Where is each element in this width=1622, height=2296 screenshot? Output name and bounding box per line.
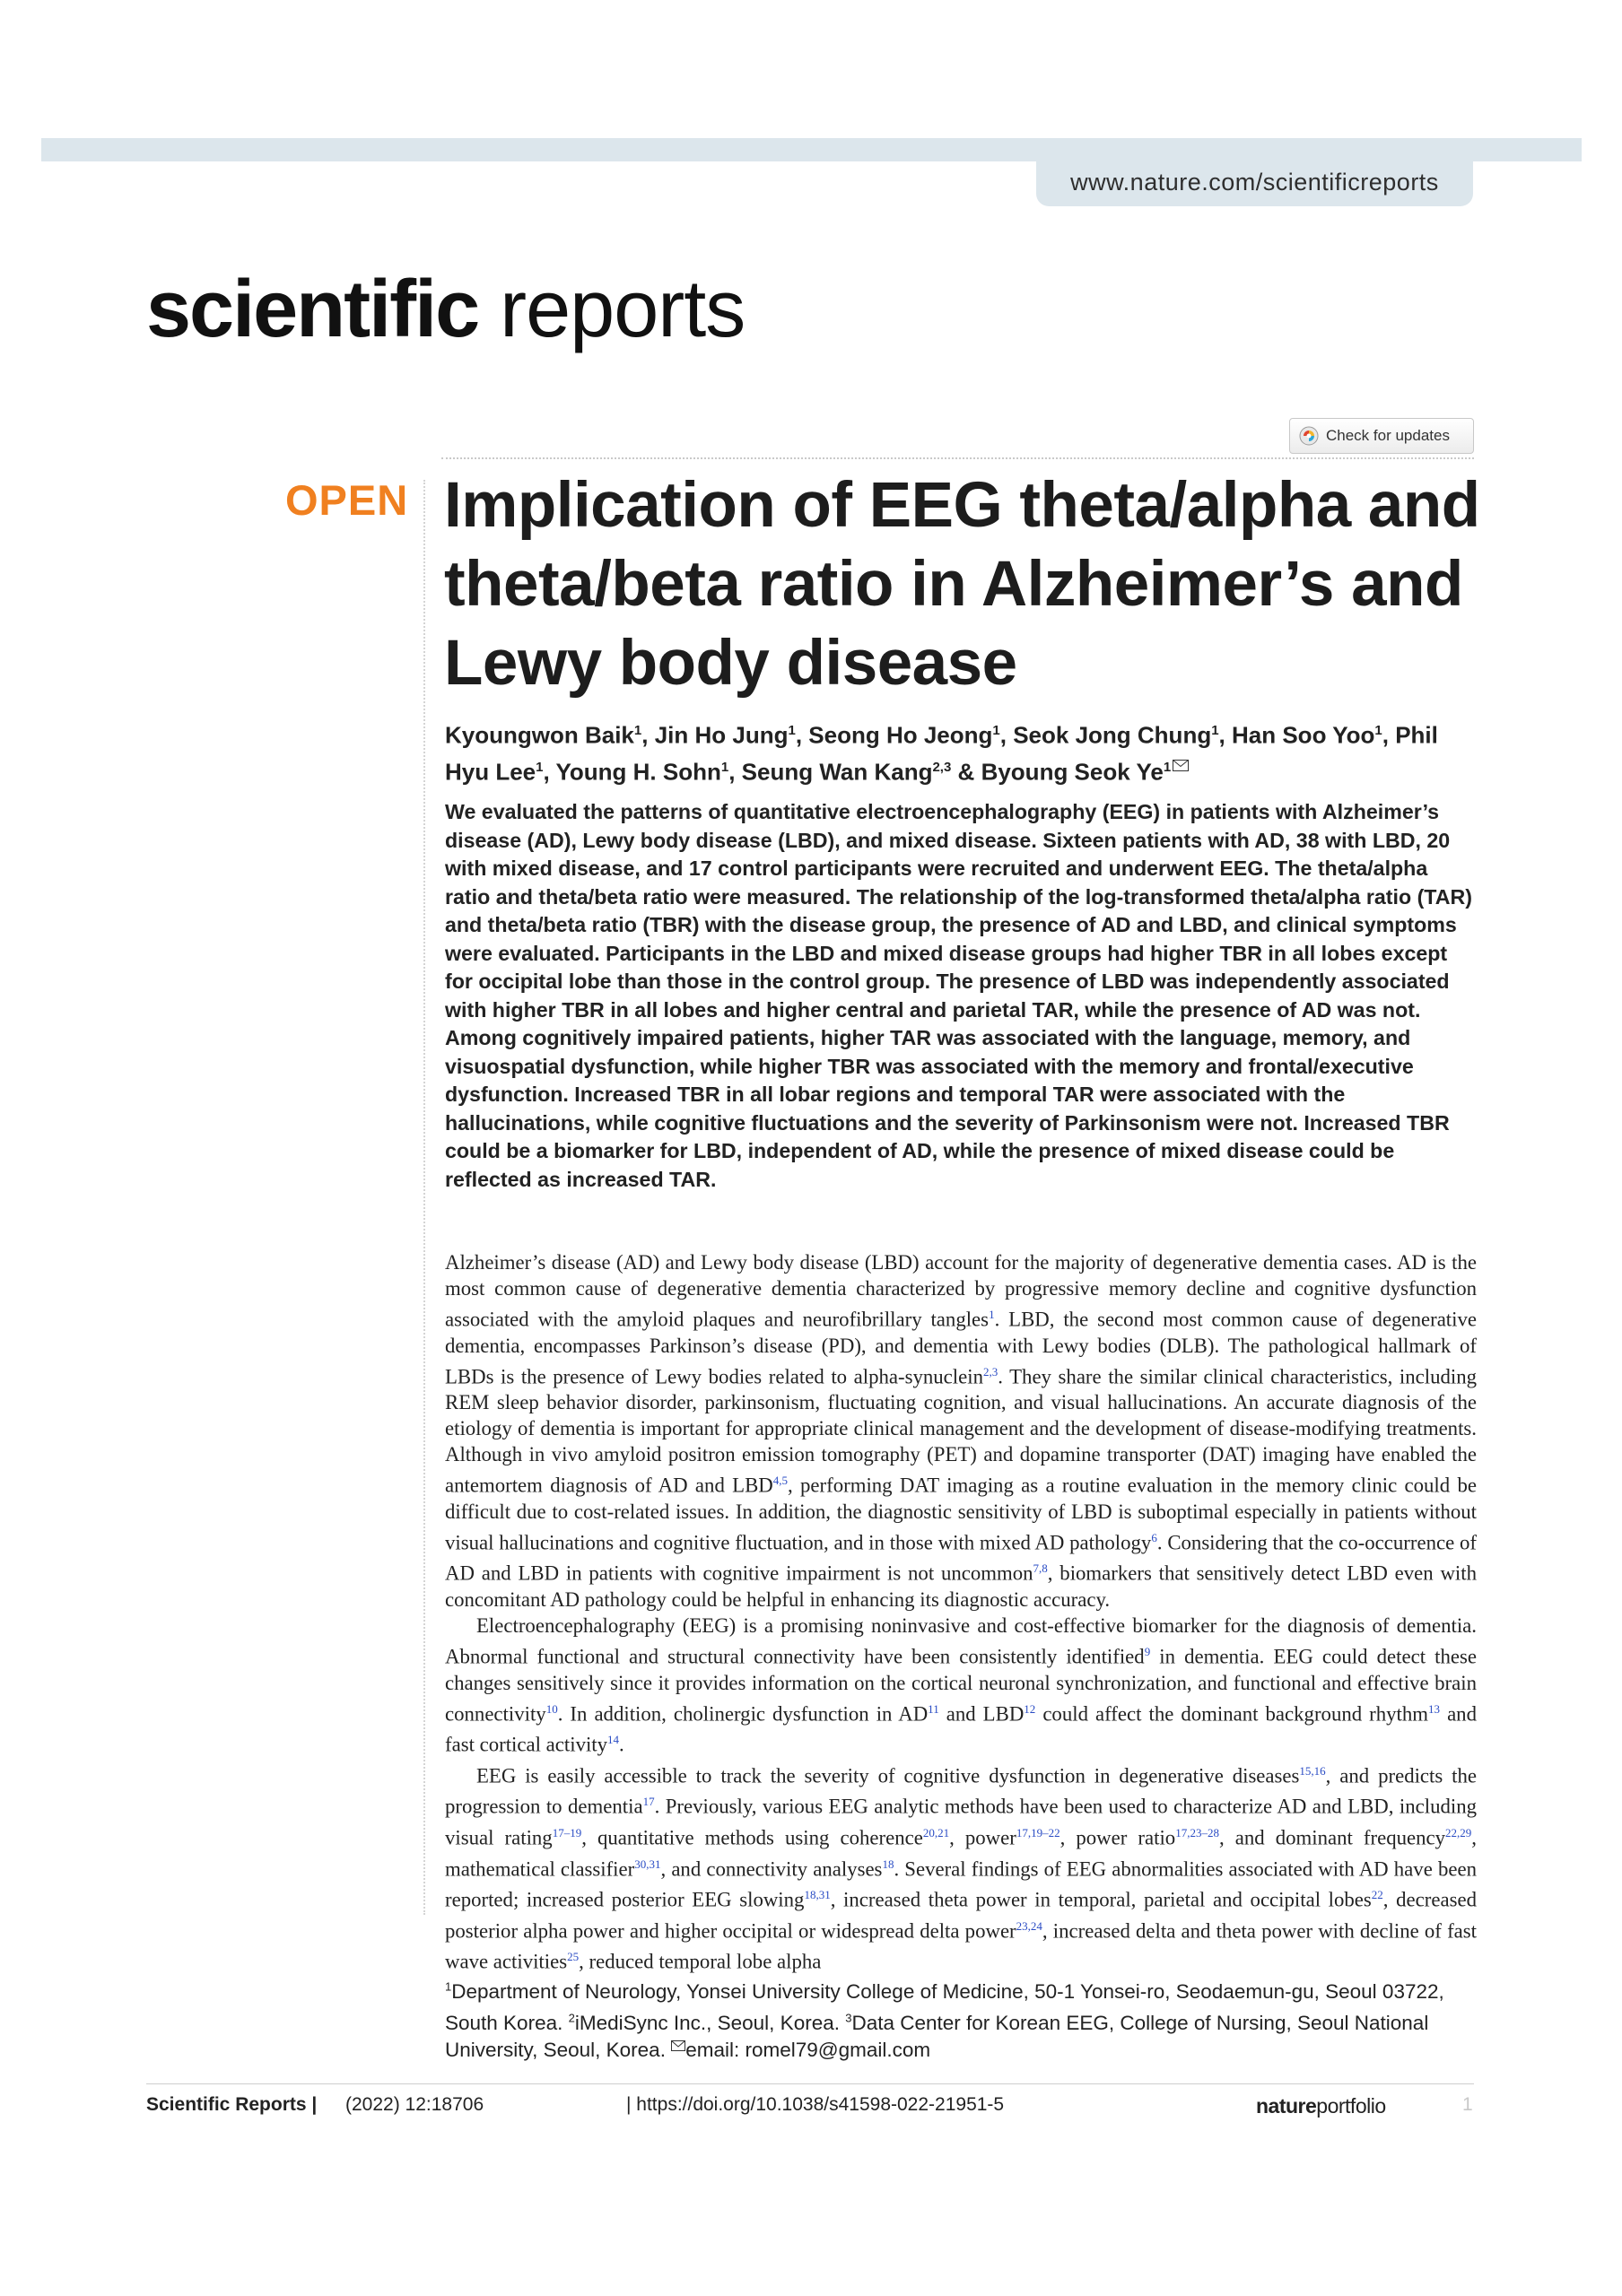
- citation-link[interactable]: 20,21: [922, 1825, 950, 1839]
- author-affiliation-mark: 1: [720, 759, 729, 775]
- citation-link[interactable]: 30,31: [634, 1857, 661, 1871]
- author-name[interactable]: Seung Wan Kang: [741, 758, 933, 786]
- citation-link[interactable]: 22: [1371, 1888, 1383, 1902]
- author-affiliation-mark: 1: [992, 723, 1000, 738]
- portfolio-bold: nature: [1256, 2094, 1317, 2118]
- citation-link[interactable]: 1: [989, 1308, 995, 1321]
- corresponding-author-email-icon: [1173, 760, 1189, 771]
- author-list: Kyoungwon Baik$^1$, Jin Ho Jung$^1$, Seong Ho Jeong$^1$, Seok Jong Chung$^1$, Han Soo Yoo$^1$, Phil Hyu Lee$^1$, Young H. Sohn$^1$, Seung Wan Kang$^{2,3}$ & Byoung Seok Ye$^1$: [445, 721, 1438, 786]
- nature-portfolio-logo: [1256, 2094, 1386, 2118]
- article-title: Implication of EEG theta/alpha and theta/beta ratio in Alzheimer’s and Lewy body disease: [444, 470, 1480, 699]
- citation-link[interactable]: 15,16: [1299, 1763, 1326, 1778]
- affiliation-list: [445, 1980, 1444, 2062]
- author-affiliation-mark: 1: [1211, 723, 1219, 738]
- corresponding-email[interactable]: email: romel79@gmail.com: [685, 2039, 931, 2061]
- citation-link[interactable]: 11: [928, 1701, 939, 1716]
- citation-link[interactable]: 10: [545, 1701, 558, 1716]
- check-updates-label: Check for updates: [1326, 427, 1450, 444]
- author-affiliation-mark: 2,3: [932, 759, 952, 775]
- citation-link[interactable]: 12: [1024, 1701, 1036, 1716]
- author-affiliation-mark: 1: [1163, 759, 1172, 775]
- affiliation-number: 1: [445, 1979, 452, 1993]
- check-updates-icon: [1299, 426, 1319, 446]
- author-name[interactable]: Kyoungwon Baik: [445, 721, 634, 749]
- email-icon: [671, 2039, 685, 2061]
- author-name[interactable]: Byoung Seok Ye: [981, 758, 1164, 786]
- journal-url[interactable]: www.nature.com/scientificreports: [1036, 161, 1473, 206]
- citation-link[interactable]: 14: [607, 1733, 620, 1747]
- header-divider: [441, 457, 1474, 459]
- citation-link[interactable]: 18: [882, 1857, 894, 1871]
- portfolio-light: portfolio: [1316, 2094, 1386, 2118]
- affiliation-text: iMediSync Inc., Seoul, Korea.: [574, 2012, 846, 2034]
- citation-link[interactable]: 2,3: [983, 1364, 998, 1378]
- body-paragraph: EEG is easily accessible to track the severity of cognitive dysfunction in degenerative diseases$^{15,16}$, and predicts the progression to dementia$^{17}$. Previously, various EEG analytic methods have been used to characterize AD and LBD, including visual rating$^{17-19}$, quantitative methods using coherence$^{20,21}$, power$^{17,19-22}$, power ratio$^{17,23-28}$, and dominant frequency$^{22,29}$, mathematical classifier$^{30,31}$, and connectivity analyses$^{18}$. Several findings of EEG abnormalities associated with AD have been reported; increased posterior EEG slowing$^{18,31}$, increased theta power in temporal, parietal and occipital lobes$^{22}$, decreased posterior alpha power and higher occipital or widespread delta power$^{23,24}$, increased delta and theta power with decline of fast wave activities$^{25}$, reduced temporal lobe alpha: [445, 1763, 1477, 1973]
- author-name[interactable]: Seok Jong Chung: [1013, 721, 1212, 749]
- logo-bold: scientific: [146, 265, 479, 354]
- citation-link[interactable]: 7,8: [1033, 1561, 1048, 1576]
- footer-doi-link[interactable]: | https://doi.org/10.1038/s41598-022-21951-5: [626, 2094, 1005, 2115]
- citation-link[interactable]: 25: [567, 1950, 580, 1964]
- citation-link[interactable]: 17–19: [552, 1825, 582, 1839]
- author-name[interactable]: Seong Ho Jeong: [808, 721, 993, 749]
- author-affiliation-mark: 1: [536, 759, 544, 775]
- affiliation-text: Data Center for Korean EEG, College of Nursing, Seoul National University, Seoul, Korea.: [445, 2012, 1429, 2061]
- check-for-updates-button[interactable]: [1289, 418, 1474, 454]
- logo-light: reports: [478, 265, 746, 354]
- margin-rule: [423, 480, 425, 1915]
- affiliation-text: Department of Neurology, Yonsei University College of Medicine, 50-1 Yonsei-ro, Seodaemun-gu, Seoul 03722, South Korea.: [445, 1979, 1444, 2034]
- citation-link[interactable]: 9: [1144, 1644, 1151, 1658]
- affiliation-number: 2: [568, 2011, 575, 2025]
- citation-link[interactable]: 18,31: [804, 1888, 831, 1902]
- citation-link[interactable]: 4,5: [772, 1474, 789, 1488]
- body-paragraph: Electroencephalography (EEG) is a promising noninvasive and cost-effective biomarker for the diagnosis of dementia. Abnormal functional and structural connectivity have been consistently identified$^9$ in dementia. EEG could detect these changes sensitively since it provides information on the cortical neuronal synchronization, and functional and effective brain connectivity$^{10}$. In addition, cholinergic dysfunction in AD$^{11}$ and LBD$^{12}$ could affect the dominant background rhythm$^{13}$ and fast cortical activity$^{14}$.: [445, 1613, 1477, 1756]
- open-access-label: OPEN: [285, 476, 409, 524]
- citation-link[interactable]: 17,19–22: [1016, 1825, 1060, 1839]
- author-affiliation-mark: 1: [1374, 723, 1382, 738]
- citation-link[interactable]: 17,23–28: [1175, 1825, 1219, 1839]
- top-banner: [41, 138, 1582, 161]
- page-number: 1: [1462, 2094, 1473, 2115]
- citation-link[interactable]: 6: [1151, 1530, 1157, 1544]
- footer-divider: [146, 2083, 1474, 2084]
- affiliations: [445, 1973, 1477, 2064]
- citation-link[interactable]: 23,24: [1016, 1918, 1042, 1933]
- citation-link[interactable]: 22,29: [1445, 1825, 1472, 1839]
- affiliation-number: 3: [845, 2011, 852, 2025]
- author-name[interactable]: Phil Hyu Lee: [445, 721, 1438, 786]
- author-name[interactable]: Jin Ho Jung: [654, 721, 789, 749]
- abstract: We evaluated the patterns of quantitative electroencephalography (EEG) in patients with Alzheimer’s disease (AD), Lewy body disease (LBD), and mixed disease. Sixteen patients with AD, 38 with LBD, 20 with mixed disease, and 17 control participants were recruited and underwent EEG. The theta/alpha ratio and theta/beta ratio were measured. The relationship of the log-transformed theta/alpha ratio (TAR) and theta/beta ratio (TBR) with the disease group, the presence of AD and LBD, and clinical symptoms were evaluated. Participants in the LBD and mixed disease groups had higher TBR in all lobes except for occipital lobe than those in the control group. The presence of LBD was independently associated with higher TBR in all lobes and higher central and parietal TAR, while the presence of AD was not. Among cognitively impaired patients, higher TAR was associated with the language, memory, and visuospatial dysfunction, while higher TBR was associated with the memory and frontal/executive dysfunction. Increased TBR in all lobar regions and temporal TAR were associated with the hallucinations, while cognitive fluctuations and the severity of Parkinsonism were not. Increased TBR could be a biomarker for LBD, independent of AD, while the presence of mixed disease could be reflected as increased TAR.: [445, 800, 1472, 1191]
- citation-link[interactable]: 13: [1428, 1701, 1441, 1716]
- body-paragraph: Alzheimer’s disease (AD) and Lewy body disease (LBD) account for the majority of degenerative dementia cases. AD is the most common cause of degenerative dementia characterized by progressive memory decline and cognitive dysfunction associated with the amyloid plaques and neurofibrillary tangles$^1$. LBD, the second most common cause of degenerative dementia, encompasses Parkinson’s disease (PD), and dementia with Lewy bodies (DLB). The pathological hallmark of LBDs is the presence of Lewy bodies related to alpha-synuclein$^{2,3}$. They share the similar clinical characteristics, including REM sleep behavior disorder, parkinsonism, fluctuating cognition, and visual hallucinations. An accurate diagnosis of the etiology of dementia is important for appropriate clinical management and the development of disease-modifying treatments. Although in vivo amyloid positron emission tomography (PET) and dopamine transporter (DAT) imaging have enabled the antemortem diagnosis of AD and LBD$^{4,5}$, performing DAT imaging as a routine evaluation in the memory clinic could be difficult due to cost-related issues. In addition, the diagnostic sensitivity of LBD is suboptimal especially in patients without visual hallucinations and cognitive fluctuation, and in those with mixed AD pathology$^6$. Considering that the co-occurrence of AD and LBD in patients with cognitive impairment is not uncommon$^{7,8}$, biomarkers that sensitively detect LBD even with concomitant AD pathology could be helpful in enhancing its diagnostic accuracy.: [445, 1251, 1478, 1611]
- article-body: [445, 1249, 1477, 1975]
- journal-logo[interactable]: [146, 260, 745, 359]
- footer-year-volume: (2022) 12:18706: [345, 2094, 484, 2115]
- author-name[interactable]: Young H. Sohn: [555, 758, 721, 786]
- author-name[interactable]: Han Soo Yoo: [1232, 721, 1375, 749]
- author-affiliation-mark: 1: [633, 723, 642, 738]
- footer-journal: Scientific Reports |: [146, 2094, 318, 2115]
- author-affiliation-mark: 1: [788, 723, 796, 738]
- citation-link[interactable]: 17: [642, 1795, 655, 1809]
